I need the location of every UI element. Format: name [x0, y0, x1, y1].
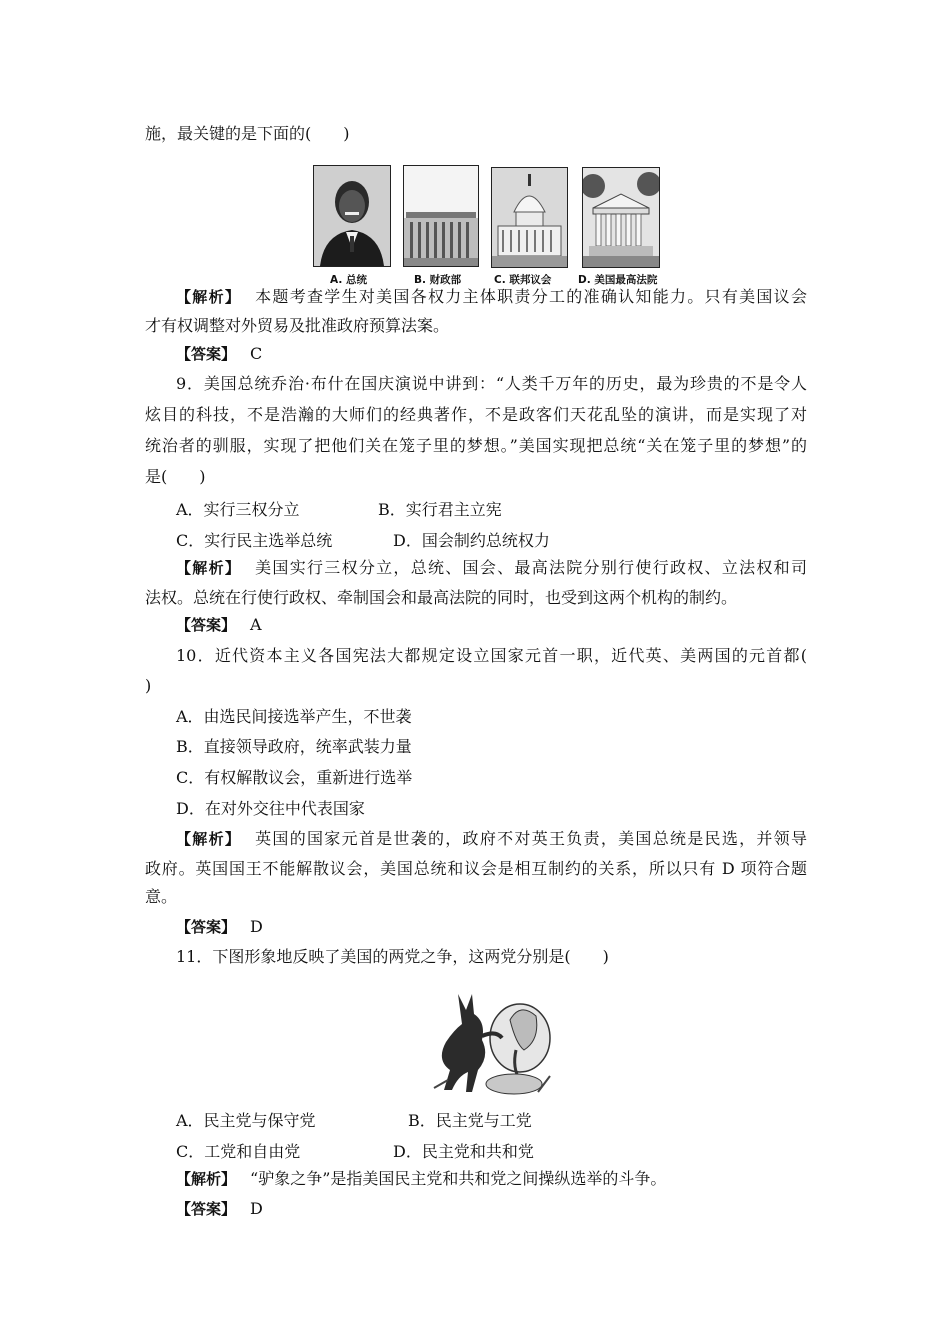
- q8-answer: 【答案】 C: [176, 344, 263, 363]
- q10-analysis-line3: 意。: [145, 887, 178, 906]
- treasury-building-photo: [403, 165, 479, 267]
- q10-option-d: D．在对外交往中代表国家: [176, 799, 365, 818]
- q11-answer: 【答案】 D: [176, 1199, 263, 1218]
- q9-option-d: D．国会制约总统权力: [393, 531, 550, 550]
- caption-b: B. 财政部: [414, 274, 462, 286]
- caption-a: A. 总统: [330, 274, 367, 286]
- q11-option-a: A．民主党与保守党: [176, 1111, 316, 1130]
- q10-stem-line2: ): [145, 676, 152, 695]
- president-photo: [313, 165, 391, 267]
- caption-c: C. 联邦议会: [494, 274, 552, 286]
- q9-stem-line3: 统治者的驯服，实现了把他们关在笼子里的梦想。”美国实现把总统“关在笼子里的梦想”的: [145, 436, 807, 455]
- q10-option-b: B．直接领导政府，统率武装力量: [176, 737, 412, 756]
- q10-option-c: C．有权解散议会，重新进行选举: [176, 768, 413, 787]
- q11-stem: 11．下图形象地反映了美国的两党之争，这两党分别是( ): [176, 947, 609, 966]
- q9-option-c: C．实行民主选举总统: [176, 531, 333, 550]
- q9-option-b: B．实行君主立宪: [378, 500, 502, 519]
- q10-analysis-line1: 【解析】 英国的国家元首是世袭的，政府不对英王负责，美国总统是民选，并领导: [176, 829, 807, 848]
- q10-analysis-line2: 政府。英国国王不能解散议会，美国总统和议会是相互制约的关系，所以只有 D 项符合题: [145, 859, 807, 878]
- capitol-photo: [491, 167, 568, 268]
- q9-answer: 【答案】 A: [176, 615, 262, 634]
- q8-analysis-line1: 【解析】 本题考查学生对美国各权力主体职责分工的准确认知能力。只有美国议会: [176, 287, 807, 306]
- q9-analysis-line1: 【解析】 美国实行三权分立，总统、国会、最高法院分别行使行政权、立法权和司: [176, 558, 807, 577]
- q9-stem-line1: 9．美国总统乔治·布什在国庆演说中讲到：“人类千万年的历史，最为珍贵的不是令人: [176, 374, 807, 393]
- q8-stem-tail: 施，最关键的是下面的( ): [145, 124, 350, 143]
- q10-stem-line1: 10．近代资本主义各国宪法大都规定设立国家元首一职，近代英、美两国的元首都(: [176, 646, 807, 665]
- caption-d: D. 美国最高法院: [578, 274, 658, 286]
- q9-option-a: A．实行三权分立: [176, 500, 300, 519]
- q8-analysis-line2: 才有权调整对外贸易及批准政府预算法案。: [145, 316, 450, 335]
- supreme-court-photo: [582, 167, 660, 268]
- q11-option-d: D．民主党和共和党: [393, 1142, 534, 1161]
- q9-stem-line4: 是( ): [145, 467, 206, 486]
- q10-option-a: A．由选民间接选举产生，不世袭: [176, 707, 412, 726]
- q11-analysis: 【解析】 “驴象之争”是指美国民主党和共和党之间操纵选举的斗争。: [176, 1169, 667, 1188]
- q10-answer: 【答案】 D: [176, 917, 263, 936]
- q11-option-b: B．民主党与工党: [408, 1111, 532, 1130]
- q9-analysis-line2: 法权。总统在行使行政权、牵制国会和最高法院的同时，也受到这两个机构的制约。: [145, 588, 738, 607]
- q11-option-c: C．工党和自由党: [176, 1142, 301, 1161]
- donkey-elephant-cartoon: [428, 980, 558, 1098]
- q9-stem-line2: 炫目的科技，不是浩瀚的大师们的经典著作，不是政客们天花乱坠的演讲，而是实现了对: [145, 405, 807, 424]
